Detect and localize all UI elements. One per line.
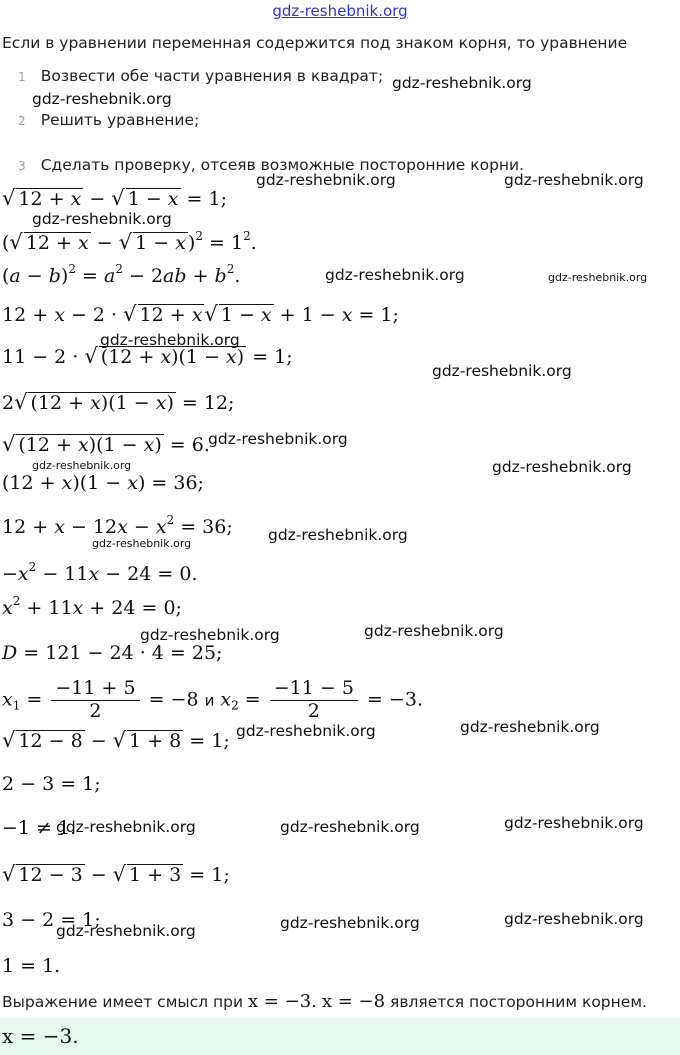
step-text: Решить уравнение; [40,111,200,129]
watermark: gdz-reshebnik.org [504,814,644,832]
step-number: 1 [18,70,26,84]
conclusion-part-1: Выражение имеет смысл при [2,993,244,1011]
answer-text: x = −3. [2,1024,79,1048]
watermark: gdz-reshebnik.org [548,271,648,284]
math-line-14: √ 12 − 8 − √ 1 + 8 = 1; [2,728,230,752]
watermark: gdz-reshebnik.org [460,718,600,736]
watermark: gdz-reshebnik.org [56,922,196,940]
math-line-2: (√ 12 + x − √ 1 − x )$^2 = 1^2$. [2,229,257,254]
watermark: gdz-reshebnik.org [92,537,192,550]
math-line-11: $x^2 + 11x + 24 = 0$; [2,594,182,619]
math-line-13: $x_1$ = $\frac{-11 + 5}{2}$ = −8 и $x_2$ = $\frac{-11 - 5}{2}$ = −3. [2,677,423,722]
math-line-12: D = 121 − 24 · 4 = 25; [2,642,223,664]
answer-box [0,1018,680,1055]
intro-text: Если в уравнении переменная содержится под знаком корня, то уравнение [2,34,628,52]
math-line-19: 1 = 1. [2,955,61,977]
conclusion-eq-2: x = −8 [321,991,386,1012]
fraction: $\frac{-11 - 5}{2}$ [270,678,358,723]
watermark: gdz-reshebnik.org [504,171,644,189]
math-line-16: −1 ≠ 1. [2,817,77,839]
step-text: Сделать проверку, отсеяв возможные посторонние корни. [40,156,525,174]
step-2 [18,110,199,129]
conclusion-text [2,991,647,1012]
fraction: $\frac{-11 + 5}{2}$ [51,678,139,723]
watermark: gdz-reshebnik.org [268,526,408,544]
step-1 [18,66,383,85]
math-line-5: 11 − 2 · √ (12 + x)(1 − x) = 1; [2,344,293,368]
watermark: gdz-reshebnik.org [56,818,196,836]
math-line-10: $-x^2 - 11x - 24 = 0$. [2,560,198,585]
watermark: gdz-reshebnik.org [32,459,132,472]
step-number: 2 [18,114,26,128]
math-line-18: 3 − 2 = 1; [2,909,101,931]
watermark: gdz-reshebnik.org [432,362,572,380]
watermark: gdz-reshebnik.org [364,622,504,640]
math-line-9: $12 + x - 12x - x^2 = 36$; [2,513,233,538]
watermark: gdz-reshebnik.org [492,458,632,476]
step-text: Возвести обе части уравнения в квадрат; [40,67,384,85]
watermark: gdz-reshebnik.org [236,722,376,740]
step-number: 3 [18,159,26,173]
watermark: gdz-reshebnik.org [325,266,465,284]
watermark: gdz-reshebnik.org [280,914,420,932]
watermark: gdz-reshebnik.org [140,626,280,644]
math-line-4: 12 + x − 2 · √ 12 + x√ 1 − x + 1 − x = 1; [2,302,399,326]
site-header-link[interactable]: gdz-reshebnik.org [272,2,408,20]
watermark: gdz-reshebnik.org [208,430,348,448]
watermark: gdz-reshebnik.org [504,910,644,928]
watermark: gdz-reshebnik.org [100,331,240,349]
math-line-15: 2 − 3 = 1; [2,773,101,795]
conclusion-eq-1: x = −3. [247,991,317,1012]
watermark: gdz-reshebnik.org [392,74,532,92]
watermark: gdz-reshebnik.org [256,171,396,189]
watermark: gdz-reshebnik.org [32,210,172,228]
math-line-17: √ 12 − 3 − √ 1 + 3 = 1; [2,862,230,886]
watermark: gdz-reshebnik.org [32,90,172,108]
math-line-8: (12 + x)(1 − x) = 36; [2,472,204,494]
math-line-3: $(a - b)^2 = a^2 - 2ab + b^2$. [2,262,241,287]
watermark: gdz-reshebnik.org [280,818,420,836]
math-line-7: √ (12 + x)(1 − x) = 6. [2,432,210,456]
math-line-6: 2√ (12 + x)(1 − x) = 12; [2,390,235,414]
conclusion-part-2: является посторонним корнем. [390,993,647,1011]
math-line-1: √ 12 + x − √ 1 − x = 1; [2,186,227,210]
